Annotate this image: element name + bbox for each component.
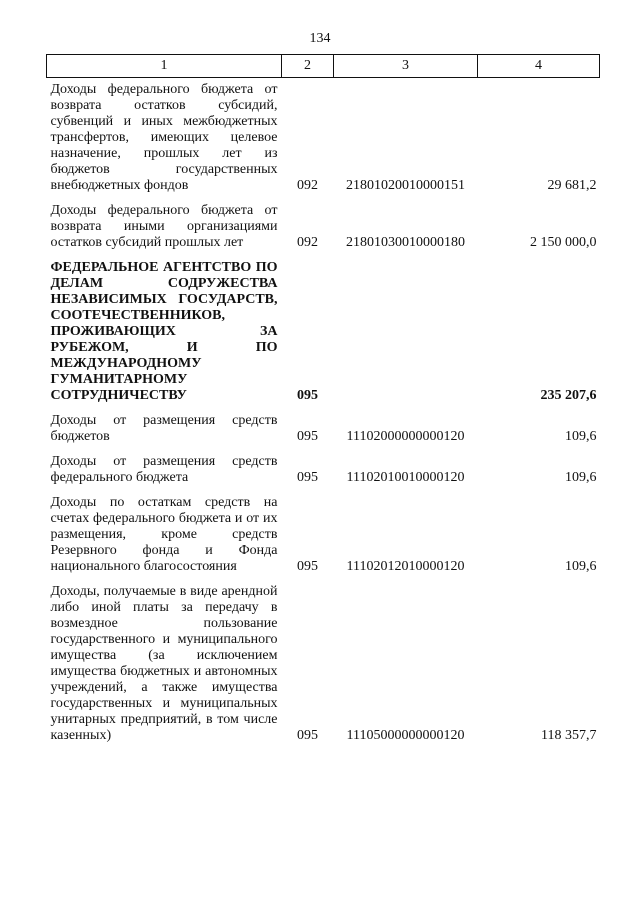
row-kbk: 21801020010000151 bbox=[346, 178, 465, 193]
column-header-kbk: 3 bbox=[334, 55, 478, 78]
row-code: 092 bbox=[297, 235, 318, 250]
row-kbk: 11102000000000120 bbox=[346, 429, 465, 444]
table-header-row bbox=[47, 55, 600, 78]
row-amount: 109,6 bbox=[565, 470, 597, 485]
agency-kbk bbox=[334, 251, 478, 404]
row-name: Доходы от размещения средств бюджетов bbox=[50, 413, 278, 444]
table-row-agency bbox=[47, 251, 600, 404]
row-name: Доходы по остаткам средств на счетах федерального бюджета и от их размещения, кроме средств Резервного фонда и Фонда национального благосостояния bbox=[50, 495, 278, 574]
row-code: 095 bbox=[297, 728, 318, 743]
row-code: 092 bbox=[297, 178, 318, 193]
row-kbk: 11105000000000120 bbox=[346, 728, 465, 743]
row-code: 095 bbox=[297, 429, 318, 444]
row-amount: 109,6 bbox=[565, 559, 597, 574]
table-row bbox=[47, 575, 600, 744]
row-amount: 118 357,7 bbox=[541, 728, 597, 743]
row-amount: 29 681,2 bbox=[547, 178, 597, 193]
row-name: Доходы федерального бюджета от возврата иными организациями остатков субсидий прошлых лет bbox=[50, 203, 278, 250]
revenue-table bbox=[46, 54, 600, 744]
row-name: Доходы федерального бюджета от возврата остатков субсидий, субвенций и иных межбюджетных трансфертов, имеющих целевое назначение, прошлых лет из бюджетов государственных внебюджетных фондов bbox=[50, 82, 278, 193]
page-number: 134 bbox=[309, 31, 331, 46]
row-amount: 2 150 000,0 bbox=[530, 235, 597, 250]
row-code: 095 bbox=[297, 470, 318, 485]
agency-code: 095 bbox=[297, 388, 318, 403]
agency-name: ФЕДЕРАЛЬНОЕ АГЕНТСТВО ПО ДЕЛАМ СОДРУЖЕСТВА НЕЗАВИСИМЫХ ГОСУДАРСТВ, СООТЕЧЕСТВЕННИКОВ, ПРОЖИВАЮЩИХ ЗА РУБЕЖОМ, И ПО МЕЖДУНАРОДНОМУ ГУМАНИТАРНОМУ СОТРУДНИЧЕСТВУ bbox=[50, 260, 278, 403]
table-row bbox=[47, 445, 600, 486]
column-header-amount: 4 bbox=[478, 55, 600, 78]
row-name: Доходы, получаемые в виде арендной либо иной платы за передачу в возмездное пользование государственного и муниципального имущества (за исключением имущества бюджетных и автономных учреждений, а также имущества государственных и муниципальных унитарных предприятий, в том числе казенных) bbox=[50, 584, 278, 743]
column-header-code: 2 bbox=[282, 55, 334, 78]
table-row bbox=[47, 486, 600, 575]
column-header-name: 1 bbox=[47, 55, 282, 78]
row-kbk: 11102010010000120 bbox=[346, 470, 465, 485]
row-code: 095 bbox=[297, 559, 318, 574]
table-row bbox=[47, 194, 600, 251]
row-kbk: 21801030010000180 bbox=[346, 235, 465, 250]
table-row bbox=[47, 404, 600, 445]
row-kbk: 11102012010000120 bbox=[346, 559, 465, 574]
row-name: Доходы от размещения средств федерального бюджета bbox=[50, 454, 278, 485]
row-amount: 109,6 bbox=[565, 429, 597, 444]
table-row bbox=[47, 78, 600, 195]
agency-amount: 235 207,6 bbox=[540, 388, 597, 403]
